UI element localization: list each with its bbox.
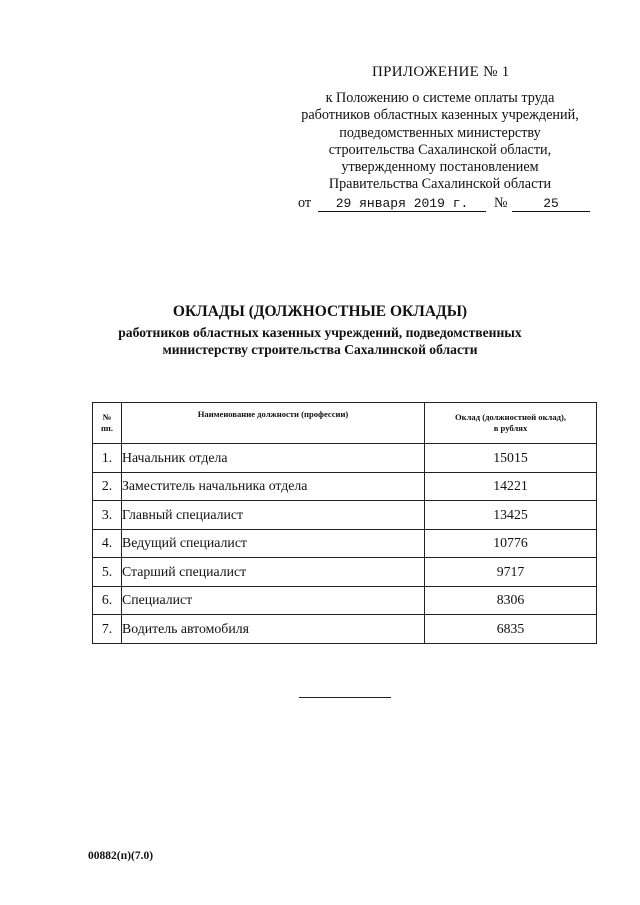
row-number: 5. [93, 558, 122, 587]
position-name: Старший специалист [122, 558, 425, 587]
header-salary-line: Оклад (должностной оклад), [454, 412, 567, 422]
salary-value: 10776 [425, 529, 597, 558]
salary-value: 15015 [425, 444, 597, 473]
row-number: 3. [93, 501, 122, 530]
header-salary-line: в рублях [493, 423, 528, 433]
annex-line: подведомственных министерству [339, 124, 541, 141]
salary-value: 14221 [425, 472, 597, 501]
header-num [93, 403, 122, 444]
salary-table [92, 402, 597, 644]
header-num-line: № [102, 412, 112, 422]
table-header-row [93, 403, 597, 444]
position-name: Главный специалист [122, 501, 425, 530]
header-num-line: пп. [100, 423, 114, 433]
salary-value: 6835 [425, 615, 597, 644]
annex-line: к Положению о системе оплаты труда [325, 90, 555, 106]
table-row [93, 586, 597, 615]
row-number: 1. [93, 444, 122, 473]
salary-value: 8306 [425, 586, 597, 615]
annex-reference [290, 90, 590, 194]
table-row [93, 558, 597, 587]
table-row [93, 444, 597, 473]
annex-line: утвержденному постановлением [341, 159, 539, 176]
closing-rule [299, 697, 391, 698]
document-code: 00882(п)(7.0) [88, 850, 154, 862]
position-name: Заместитель начальника отдела [122, 472, 425, 501]
salary-value: 9717 [425, 558, 597, 587]
decree-number: 25 [512, 195, 590, 212]
annex-line: строительства Сахалинской области, [328, 141, 552, 158]
position-name: Водитель автомобиля [122, 615, 425, 644]
position-name: Ведущий специалист [122, 529, 425, 558]
number-label: № [494, 195, 508, 211]
table-row [93, 615, 597, 644]
row-number: 6. [93, 586, 122, 615]
table-row [93, 529, 597, 558]
header-position: Наименование должности (профессии) [122, 403, 425, 444]
subtitle-line: работников областных казенных учреждений, подведомственных [118, 325, 522, 340]
row-number: 4. [93, 529, 122, 558]
row-number: 7. [93, 615, 122, 644]
decree-date: 29 января 2019 г. [318, 195, 486, 212]
subtitle-line: министерству строительства Сахалинской области [162, 342, 478, 357]
table-row [93, 501, 597, 530]
annex-title: ПРИЛОЖЕНИЕ № 1 [372, 64, 510, 80]
header-salary [425, 403, 597, 444]
annex-line: Правительства Сахалинской области [328, 176, 552, 193]
document-subtitle [0, 324, 640, 358]
document-title: ОКЛАДЫ (ДОЛЖНОСТНЫЕ ОКЛАДЫ) [172, 303, 468, 320]
row-number: 2. [93, 472, 122, 501]
from-label: от [298, 195, 312, 211]
table-row [93, 472, 597, 501]
salary-value: 13425 [425, 501, 597, 530]
position-name: Специалист [122, 586, 425, 615]
annex-line: работников областных казенных учреждений, [301, 107, 579, 124]
position-name: Начальник отдела [122, 444, 425, 473]
